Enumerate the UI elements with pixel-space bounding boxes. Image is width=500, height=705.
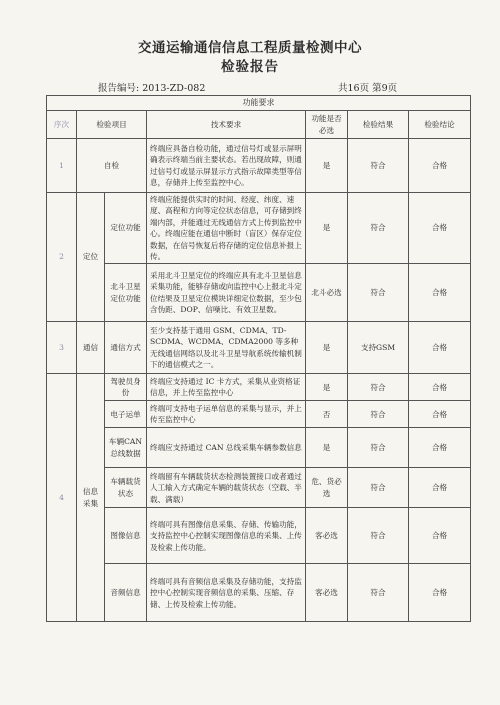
sub-item-name: 音频信息 — [105, 564, 147, 622]
table-row — [47, 401, 471, 428]
function-requirements-table — [46, 95, 471, 622]
row-no: 2 — [47, 193, 77, 322]
org-title: 交通运输通信信息工程质量检测中心 — [138, 40, 362, 56]
header-no: 序次 — [47, 111, 77, 139]
requirement-text: 终端可具有音频信息采集及存储功能，支持监控中心控制实现音频信息的采集、压缩、存储、上传及检索上传功能。 — [147, 564, 306, 622]
conclusion-cell: 合格 — [409, 374, 471, 401]
item-name: 自检 — [77, 139, 147, 193]
conclusion-cell: 合格 — [409, 564, 471, 622]
result-cell: 符合 — [348, 428, 409, 468]
conclusion-cell: 合格 — [409, 468, 471, 508]
table-row — [47, 193, 471, 264]
mandatory-cell: 是 — [306, 193, 348, 264]
report-number-label: 报告编号: — [98, 83, 140, 94]
mandatory-cell: 客必选 — [306, 564, 348, 622]
mandatory-cell: 是 — [306, 322, 348, 374]
result-cell: 符合 — [348, 264, 409, 322]
requirement-text: 终端应能提供实时的时间、经度、纬度、速度、高程和方向等定位状态信息，可存储到终端内部，并能通过无线通信方式上传到监控中心。终端应能在通信中断时（盲区）保存定位数据，在信号恢复后将存储的定位信息补报上传。 — [147, 193, 306, 264]
requirement-text: 终端应支持通过 CAN 总线采集车辆参数信息 — [147, 428, 306, 468]
section-title: 功能要求 — [47, 96, 471, 111]
result-cell: 符合 — [348, 193, 409, 264]
result-cell: 符合 — [348, 401, 409, 428]
report-number-value: 2013-ZD-082 — [142, 83, 206, 94]
requirement-text: 终端可具有图像信息采集、存储、传输功能，支持监控中心控制实现图像信息的采集、上传及检索上传功能。 — [147, 508, 306, 564]
conclusion-cell: 合格 — [409, 193, 471, 264]
row-no: 3 — [47, 322, 77, 374]
sub-item-name: 电子运单 — [105, 401, 147, 428]
header-item: 检验项目 — [77, 111, 147, 139]
item-name: 通信 — [77, 322, 105, 374]
requirement-text: 终端应具备自检功能，通过信号灯或显示屏明确表示终端当前主要状态。若出现故障，则通过信号灯或显示屏显示方式指示故障类型等信息，存储并上传至监控中心。 — [147, 139, 306, 193]
conclusion-cell: 合格 — [409, 401, 471, 428]
requirement-text: 终端可支持电子运单信息的采集与显示，并上传至监控中心 — [147, 401, 306, 428]
result-cell: 符合 — [348, 468, 409, 508]
header-conclusion: 检验结论 — [409, 111, 471, 139]
requirement-text: 终端应支持通过 IC 卡方式，采集从业资格证信息，并上传至监控中心 — [147, 374, 306, 401]
conclusion-cell: 合格 — [409, 139, 471, 193]
table-row — [47, 139, 471, 193]
table-row — [47, 508, 471, 564]
requirement-text: 至少支持基于通用 GSM、CDMA、TD-SCDMA、WCDMA、CDMA2000 等多种无线通信网络以及北斗卫星导航系统传输机制下的通信模式之一。 — [147, 322, 306, 374]
mandatory-cell: 客必选 — [306, 508, 348, 564]
mandatory-cell: 危、货必选 — [306, 468, 348, 508]
result-cell: 符合 — [348, 564, 409, 622]
sub-item-name: 北斗卫星定位功能 — [105, 264, 147, 322]
sub-item-name: 图像信息 — [105, 508, 147, 564]
table-row — [47, 428, 471, 468]
header-req: 技术要求 — [147, 111, 306, 139]
mandatory-cell: 是 — [306, 139, 348, 193]
sub-item-name: 定位功能 — [105, 193, 147, 264]
result-cell: 符合 — [348, 374, 409, 401]
item-name: 信息采集 — [77, 374, 105, 622]
conclusion-cell: 合格 — [409, 264, 471, 322]
row-no: 1 — [47, 139, 77, 193]
row-no: 4 — [47, 374, 77, 622]
result-cell: 符合 — [348, 139, 409, 193]
mandatory-cell: 北斗必选 — [306, 264, 348, 322]
page-info: 共16页 第9页 — [338, 83, 398, 94]
conclusion-cell: 合格 — [409, 322, 471, 374]
table-row — [47, 468, 471, 508]
mandatory-cell: 是 — [306, 374, 348, 401]
sub-item-name: 车辆载货状态 — [105, 468, 147, 508]
result-cell: 符合 — [348, 508, 409, 564]
table-row — [47, 264, 471, 322]
sub-item-name: 车辆CAN总线数据 — [105, 428, 147, 468]
table-row — [47, 322, 471, 374]
sub-item-name: 通信方式 — [105, 322, 147, 374]
header-mandatory: 功能是否必选 — [306, 111, 348, 139]
requirement-text: 采用北斗卫星定位的终端应具有北斗卫星信息采集功能，能够存储或向监控中心上报北斗定位结果及卫星定位模块详细定位数据，至少包含伪距、DOP、信噪比、有效卫星数。 — [147, 264, 306, 322]
item-name: 定位 — [77, 193, 105, 322]
table-row — [47, 374, 471, 401]
mandatory-cell: 是 — [306, 428, 348, 468]
report-number — [98, 80, 205, 94]
requirement-text: 终端留有车辆载货状态检测装置接口或者通过人工输入方式确定车辆的载货状态（空载、半载、满载） — [147, 468, 306, 508]
result-cell: 支持GSM — [348, 322, 409, 374]
conclusion-cell: 合格 — [409, 508, 471, 564]
mandatory-cell: 否 — [306, 401, 348, 428]
table-row — [47, 564, 471, 622]
header-result: 检验结果 — [348, 111, 409, 139]
document-title: 检验报告 — [221, 59, 279, 75]
conclusion-cell: 合格 — [409, 428, 471, 468]
sub-item-name: 驾驶员身份 — [105, 374, 147, 401]
